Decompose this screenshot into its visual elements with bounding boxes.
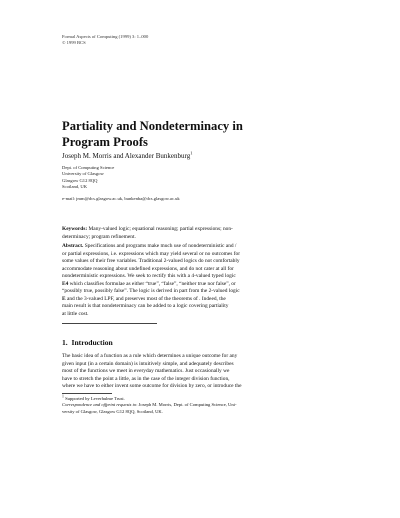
section-title: Introduction [71, 338, 113, 347]
logic-e4: E4 [62, 280, 69, 287]
journal-citation: Formal Aspects of Computing (1999) 3: 1–000 [62, 34, 149, 39]
title-line-2: Program Proofs [62, 134, 148, 149]
affiliation [62, 165, 114, 191]
copyright-line: © 1999 BCS [62, 40, 86, 46]
journal-header [62, 34, 148, 47]
correspondence-label: Correspondence and offprint requests to [62, 402, 137, 408]
abstract-block [62, 243, 340, 318]
abstract-divider [62, 323, 157, 324]
author-list [62, 152, 192, 161]
correspondence-line: : Joseph M. Morris, Dept. of Computing Science, Uni- [136, 402, 237, 408]
logic-e: E [62, 295, 66, 302]
affiliation-line: Glasgow G12 8QQ [62, 177, 98, 183]
affiliation-line: University of Glasgow [62, 171, 104, 177]
abstract-line: main result is that nondeterminacy can be added to a logic covering partiality [62, 303, 229, 310]
affiliation-line: Scotland, UK [62, 184, 88, 190]
intro-line: most of the functions we meet in everyday mathematics. Just occasionally we [62, 368, 230, 375]
section-heading [62, 338, 113, 347]
intro-line: The basic idea of a function as a rule which determines a unique outcome for any [62, 353, 238, 359]
author-footnote-mark: 1 [190, 150, 193, 156]
paper-title [62, 119, 243, 150]
author-emails: e-mail: jmm@dcs.glasgow.ac.uk, bunkenba@dcs.glasgow.ac.uk [62, 196, 180, 201]
intro-paragraph [62, 353, 340, 391]
footnote-divider [62, 393, 112, 394]
title-line-1: Partiality and Nondeterminacy in [62, 119, 243, 133]
intro-line: have to stretch the point a little, as in the case of the integer division function, [62, 375, 230, 382]
keywords-label: Keywords: [62, 226, 88, 232]
abstract-line: at little cost. [62, 310, 89, 317]
abstract-line: some values of their free variables. Traditional 2-valued logics do not comfortably [62, 258, 240, 265]
keywords-block [62, 226, 340, 241]
footnote-mark: 1 [62, 394, 64, 399]
abstract-line: nondeterministic expressions. We seek to rectify this with a 4-valued typed logic [62, 273, 236, 280]
intro-line: given input (in a certain domain) is intuitively simple, and adequately describes [62, 360, 234, 367]
abstract-line: which classifies formulae as either “true”, “false”, “neither true nor false”, or [69, 280, 236, 287]
footnote-support: Supported by Leverhulme Trust. [65, 396, 125, 401]
abstract-label: Abstract. [62, 243, 84, 249]
affiliation-line: Dept. of Computing Science [62, 165, 115, 170]
keywords-text: determinacy; program refinement. [62, 233, 136, 240]
intro-line: where we have to either invent some outcome for division by zero, or introduce the [62, 383, 242, 390]
author-names: Joseph M. Morris and Alexander Bunkenburg [62, 152, 191, 160]
section-number: 1. [62, 338, 68, 347]
abstract-line: “possibly true, possibly false”. The logic is derived in part from the 2-valued logic [62, 288, 240, 295]
correspondence-line: versity of Glasgow, Glasgow G12 8QQ, Scotland, UK. [62, 408, 163, 414]
abstract-line: Specifications and programs make much use of nondeterministic and / [84, 243, 237, 249]
abstract-line: and the 3-valued LPF, and preserves most of the theorems of . Indeed, the [66, 295, 226, 302]
keywords-text: Many-valued logic; equational reasoning; partial expressions; non- [88, 226, 233, 232]
abstract-line: or partial expressions, i.e. expressions which may yield several or no outcomes for [62, 250, 240, 257]
footnotes [62, 396, 340, 415]
abstract-line: accommodate reasoning about undefined expressions, and do not cater at all for [62, 265, 234, 272]
